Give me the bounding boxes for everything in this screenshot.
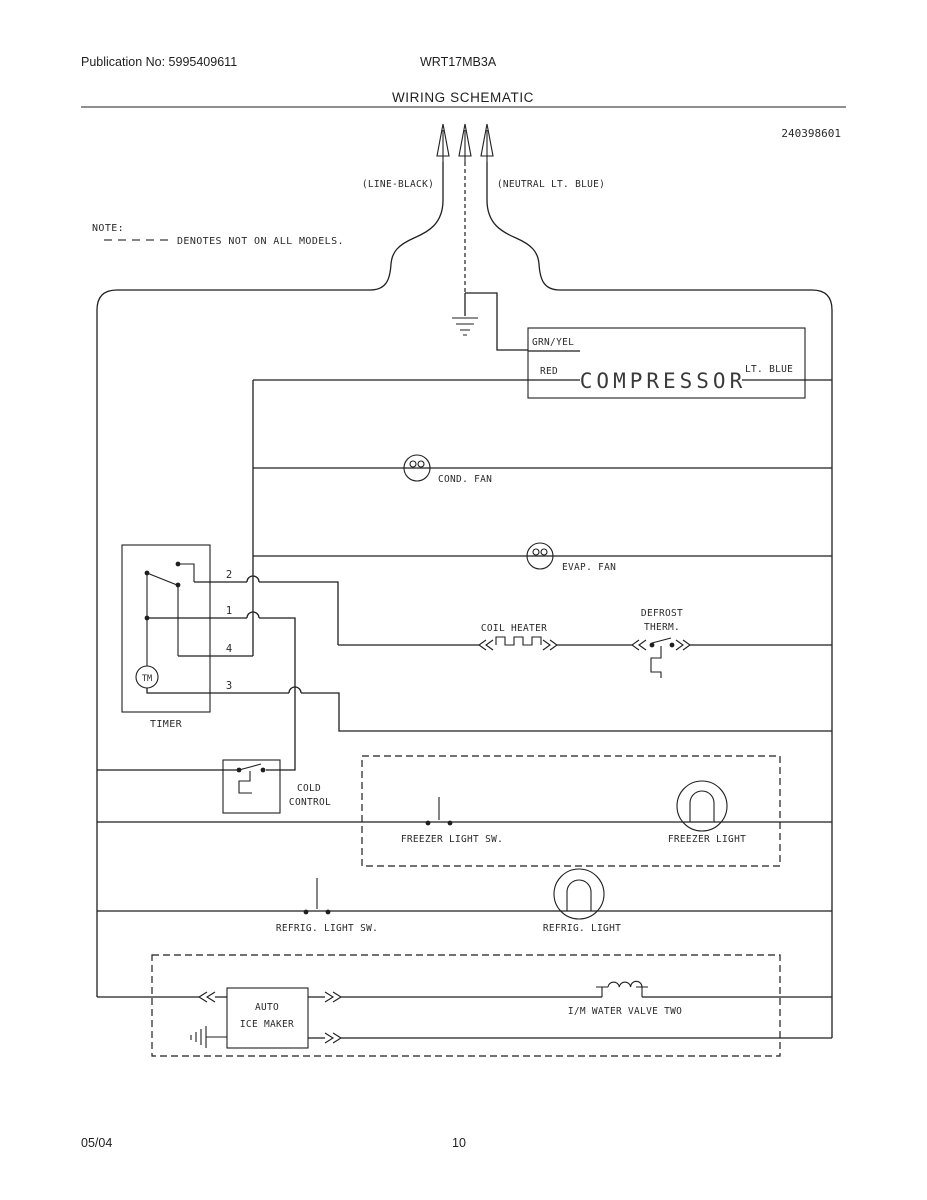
timer-terminal-4: 4 — [225, 643, 233, 655]
refrig-light-circuit — [97, 869, 832, 934]
ice-maker-plug-bottom-icon — [325, 1033, 341, 1043]
cold-control-label-1: COLD — [296, 783, 322, 794]
refrig-light-filament-icon — [567, 880, 591, 911]
ice-maker-circuit — [97, 955, 832, 1056]
therm-connector-left-icon — [632, 640, 646, 650]
ice-maker-ground-icon — [191, 1026, 227, 1048]
grn-yel-branch-wire — [465, 293, 528, 350]
freezer-switch-dot — [426, 821, 431, 826]
footer-page-number: 10 — [452, 1136, 466, 1150]
note-text: DENOTES NOT ON ALL MODELS. — [177, 236, 344, 247]
ground-prong-icon — [459, 124, 471, 162]
cold-control-switch-arm — [239, 764, 261, 770]
refrig-light-label: REFRIG. LIGHT — [542, 923, 622, 934]
refrig-switch-dot — [326, 910, 331, 915]
cond-fan — [253, 455, 832, 485]
timer-motor-label: TM — [141, 674, 153, 684]
ice-maker-plug-left-icon — [199, 992, 215, 1002]
freezer-option-dashed-box — [362, 756, 780, 866]
therm-sensor-icon — [651, 646, 661, 678]
timer-terminal-3: 3 — [225, 680, 233, 692]
therm-connector-right-icon — [676, 640, 690, 650]
freezer-light-filament-icon — [690, 791, 714, 822]
compressor — [253, 328, 832, 398]
compressor-label: COMPRESSOR — [579, 369, 747, 393]
timer-terminal-2: 2 — [225, 569, 233, 581]
freezer-switch-dot — [448, 821, 453, 826]
timer-pivot-dot — [145, 571, 150, 576]
cold-control-box — [223, 760, 280, 813]
freezer-light-label: FREEZER LIGHT — [667, 834, 747, 845]
freezer-light-circuit — [97, 756, 832, 866]
page-title: WIRING SCHEMATIC — [391, 90, 535, 105]
defrost-therm-label-2: THERM. — [643, 622, 681, 633]
line-prong-icon — [437, 124, 449, 162]
timer-contact2-dot — [176, 562, 181, 567]
cold-control — [97, 760, 331, 813]
neutral-lt-blue-label: (NEUTRAL LT. BLUE) — [496, 179, 606, 190]
water-valve-label: I/M WATER VALVE TWO — [567, 1006, 683, 1017]
refrig-switch-dot — [304, 910, 309, 915]
timer-terminal-1: 1 — [225, 605, 233, 617]
defrost-heater-circuit — [338, 608, 832, 678]
note-block — [92, 223, 344, 247]
timer-box — [122, 545, 210, 712]
coil-heater-label: COIL HEATER — [480, 623, 548, 634]
grn-yel-label: GRN/YEL — [532, 337, 575, 348]
freezer-light-sw-label: FREEZER LIGHT SW. — [400, 834, 504, 845]
note-label: NOTE: — [92, 223, 125, 234]
cold-control-contact-dot — [261, 768, 266, 773]
defrost-timer — [122, 545, 232, 730]
therm-switch-arm — [652, 638, 671, 643]
red-label: RED — [540, 366, 559, 377]
timer-terminal-wires — [147, 576, 832, 770]
water-valve-terminals — [596, 987, 648, 997]
water-valve-coil-icon — [608, 981, 642, 987]
connector-left-icon — [479, 640, 493, 650]
timer-contact4-dot — [176, 583, 181, 588]
cold-control-bellows-icon — [239, 771, 252, 793]
cold-control-label-2: CONTROL — [288, 797, 332, 808]
freezer-light-bulb-icon — [677, 781, 727, 831]
therm-contact-dot — [670, 643, 675, 648]
footer-date: 05/04 — [81, 1136, 113, 1150]
coil-heater-element-icon — [496, 637, 541, 645]
part-number: 240398601 — [781, 127, 841, 140]
earth-ground-icon — [452, 318, 478, 335]
connector-right-icon — [543, 640, 557, 650]
timer-switch-arm — [147, 573, 177, 585]
refrig-light-sw-label: REFRIG. LIGHT SW. — [275, 923, 379, 934]
ice-maker-label-1: AUTO — [254, 1002, 280, 1013]
ice-maker-option-dashed-box — [152, 955, 780, 1056]
page-header — [81, 55, 846, 140]
terminal3-motor-return-wire — [147, 687, 832, 731]
ice-maker-plug-top-icon — [325, 992, 341, 1002]
evap-fan-winding-icon — [533, 549, 539, 555]
evap-fan-winding-icon — [541, 549, 547, 555]
publication-number: Publication No: 5995409611 — [81, 55, 238, 69]
evap-fan-label: EVAP. FAN — [562, 562, 617, 573]
timer-label: TIMER — [149, 719, 183, 730]
timer-defrost-contact-wire — [178, 564, 194, 582]
line-black-label: (LINE-BLACK) — [361, 179, 435, 190]
ice-maker-label-2: ICE MAKER — [239, 1019, 295, 1030]
cond-fan-winding-icon — [418, 461, 424, 467]
terminal2-defrost-wire — [194, 576, 338, 645]
lt-blue-label: LT. BLUE — [745, 364, 794, 375]
left-line-bus — [97, 290, 370, 997]
ground-branch — [452, 293, 528, 350]
neutral-prong-icon — [481, 124, 493, 162]
cond-fan-label: COND. FAN — [438, 474, 493, 485]
therm-contact-dot — [650, 643, 655, 648]
model-number: WRT17MB3A — [420, 55, 497, 69]
page-footer — [81, 1136, 466, 1150]
defrost-therm-label-1: DEFROST — [640, 608, 684, 619]
evap-fan — [253, 543, 832, 573]
ice-maker-box — [227, 988, 308, 1048]
power-plug — [362, 124, 605, 293]
terminal1-cold-control-wire — [147, 612, 295, 770]
cond-fan-winding-icon — [410, 461, 416, 467]
